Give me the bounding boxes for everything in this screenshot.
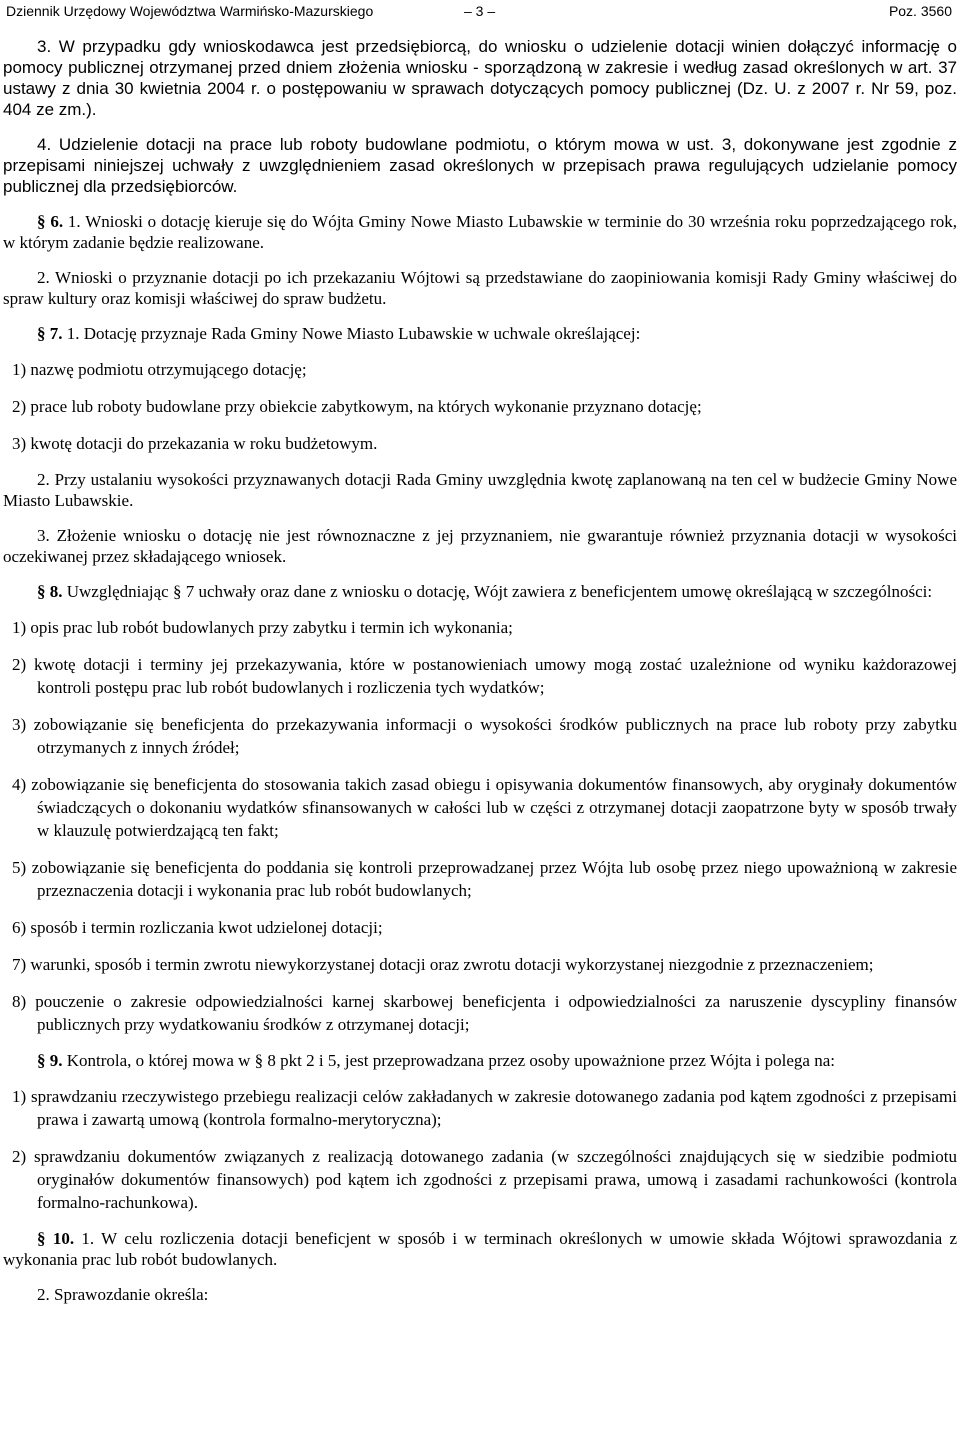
section-10-number: § 10. [37,1229,75,1248]
section-6-paragraph-1: § 6. 1. Wnioski o dotację kieruje się do Wójta Gminy Nowe Miasto Lubawskie w terminie do 30 września roku poprzedzającego rok, w którym zadanie będzie realizowane. [3,212,957,252]
section-8-item-8: 8) pouczenie o zakresie odpowiedzialności karnej skarbowej beneficjenta i odpowiedzialności za naruszenie dyscypliny finansów publicznych przy wydatkowaniu środków z otrzymanej dotacji; [12,992,957,1034]
section-7-item-3: 3) kwotę dotacji do przekazania w roku budżetowym. [12,434,378,453]
page-header [6,0,952,22]
section-8-item-4: 4) zobowiązanie się beneficjenta do stosowania takich zasad obiegu i opisywania dokumentów finansowych, aby oryginały dokumentów świadczących o dokonaniu wydatków sfinansowanych w całości lub w części z otrzymanej dotacji zaopatrzone byty w sposób trwały w klauzulę potwierdzającą ten fakt; [12,775,957,840]
section-10-paragraph-2: 2. Sprawozdanie określa: [37,1285,209,1304]
section-8-item-7: 7) warunki, sposób i termin zwrotu niewykorzystanej dotacji oraz zwrotu dotacji wykorzystanej niezgodnie z przeznaczeniem; [12,955,874,974]
journal-title: Dziennik Urzędowy Województwa Warmińsko-Mazurskiego [6,3,374,19]
section-7-number: § 7. [37,324,63,343]
section-10-paragraph-1: § 10. 1. W celu rozliczenia dotacji beneficjent w sposób i w terminach określonych w umowie składa Wójtowi sprawozdania z wykonania prac lub robót budowlanych. [3,1229,957,1269]
section-8-intro: § 8. Uwzględniając § 7 uchwały oraz dane z wniosku o dotację, Wójt zawiera z beneficjentem umowę określającą w szczególności: [37,582,933,601]
document-body [3,36,957,1305]
section-7-paragraph-2: 2. Przy ustalaniu wysokości przyznawanych dotacji Rada Gminy uwzględnia kwotę zaplanowaną na ten cel w budżecie Gminy Nowe Miasto Lubawskie. [3,470,957,510]
section-7-paragraph-3: 3. Złożenie wniosku o dotację nie jest równoznaczne z jej przyznaniem, nie gwarantuje również przyznania dotacji w wysokości oczekiwanej przez składającego wniosek. [3,526,957,566]
page-number: – 3 – [464,3,496,19]
section-8-item-6: 6) sposób i termin rozliczania kwot udzielonej dotacji; [12,918,383,937]
paragraph-5-3: 3. W przypadku gdy wnioskodawca jest przedsiębiorcą, do wniosku o udzielenie dotacji winien dołączyć informację o pomocy publicznej otrzymanej przed dniem złożenia wniosku - sporządzoną w zakresie i według zasad określonych w art. 37 ustawy z dnia 30 kwietnia 2004 r. o postępowaniu w sprawach dotyczących pomocy publicznej (Dz. U. z 2007 r. Nr 59, poz. 404 ze zm.). [3,37,957,119]
section-9-item-2: 2) sprawdzaniu dokumentów związanych z realizacją dotowanego zadania (w szczególności znajdujących się w siedzibie podmiotu oryginałów dokumentów finansowych) pod kątem ich zgodności z przepisami prawa, umową i zasadami rachunkowości (kontrola formalno-rachunkowa). [12,1147,957,1212]
paragraph-5-4: 4. Udzielenie dotacji na prace lub roboty budowlane podmiotu, o którym mowa w ust. 3, dokonywane jest zgodnie z przepisami niniejszej uchwały z uwzględnieniem zasad określonych w przepisach prawa regulujących udzielanie pomocy publicznej dla przedsiębiorców. [3,135,957,196]
section-7-paragraph-1: § 7. 1. Dotację przyznaje Rada Gminy Nowe Miasto Lubawskie w uchwale określającej: [37,324,641,343]
section-9-item-1: 1) sprawdzaniu rzeczywistego przebiegu realizacji celów zakładanych w zakresie dotowanego zadania pod kątem zgodności z przepisami prawa i zawartą umową (kontrola formalno-merytoryczna); [12,1087,957,1129]
section-6-paragraph-2: 2. Wnioski o przyznanie dotacji po ich przekazaniu Wójtowi są przedstawiane do zaopiniowania komisji Rady Gminy właściwej do spraw kultury oraz komisji właściwej do spraw budżetu. [3,268,957,308]
section-6-number: § 6. [37,212,64,231]
position-number: Poz. 3560 [888,3,952,19]
section-8-number: § 8. [37,582,63,601]
section-7-item-2: 2) prace lub roboty budowlane przy obiekcie zabytkowym, na których wykonanie przyznano dotację; [12,397,702,416]
section-8-item-2: 2) kwotę dotacji i terminy jej przekazywania, które w postanowieniach umowy mogą zostać uzależnione od wyniku każdorazowej kontroli postępu prac lub robót budowlanych i rozliczenia tych wydatków; [12,655,957,697]
section-8-item-5: 5) zobowiązanie się beneficjenta do poddania się kontroli przeprowadzanej przez Wójta lub osobę przez niego upoważnioną w zakresie przeznaczenia dotacji i wykonania prac lub robót budowlanych; [12,858,957,900]
section-8-item-1: 1) opis prac lub robót budowlanych przy zabytku i termin ich wykonania; [12,618,513,637]
section-9-number: § 9. [37,1051,63,1070]
section-7-item-1: 1) nazwę podmiotu otrzymującego dotację; [12,360,307,379]
section-9-intro: § 9. Kontrola, o której mowa w § 8 pkt 2 i 5, jest przeprowadzana przez osoby upoważnione przez Wójta i polega na: [37,1051,835,1070]
section-8-item-3: 3) zobowiązanie się beneficjenta do przekazywania informacji o wysokości środków publicznych na prace lub roboty przy zabytku otrzymanych z innych źródeł; [12,715,957,757]
